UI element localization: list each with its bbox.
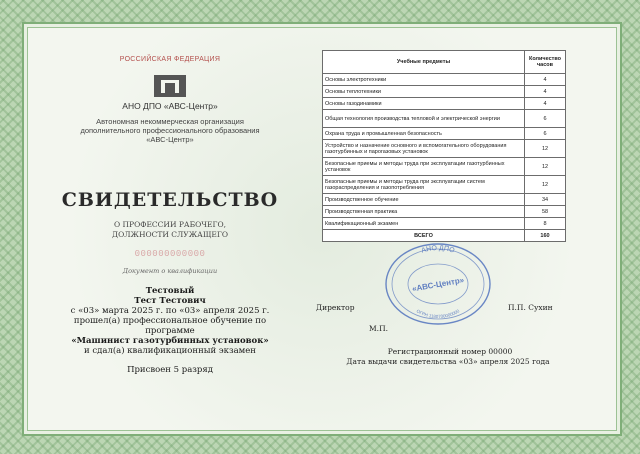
hours-cell: 6	[525, 110, 566, 128]
subject-cell: Безопасные приемы и методы труда при эксплуатации систем газораспределения и газопотребления	[323, 176, 525, 194]
official-stamp	[372, 238, 504, 328]
hours-cell: 4	[525, 98, 566, 110]
table-row	[323, 194, 566, 206]
table-row	[323, 74, 566, 86]
table-row	[323, 158, 566, 176]
hours-cell: 58	[525, 206, 566, 218]
table-row	[323, 206, 566, 218]
hours-cell: 8	[525, 218, 566, 230]
subject-cell: Основы газодинамики	[323, 98, 525, 110]
org-desc-line: «АВС-Центр»	[146, 135, 194, 144]
org-name: АНО ДПО «АВС-Центр»	[122, 101, 218, 111]
serial-number: 000000000000	[134, 249, 206, 259]
table-row	[323, 176, 566, 194]
subject-cell: Безопасные приемы и методы труда при эксплуатации газотурбинных установок	[323, 158, 525, 176]
table-row	[323, 86, 566, 98]
org-desc-line: дополнительного профессионального образования	[80, 126, 260, 135]
col-header-hours: Количество часов	[525, 51, 566, 74]
subject-cell: Квалификационный экзамен	[323, 218, 525, 230]
program-name: «Машинист газотурбинных установок»	[71, 336, 269, 346]
table-row	[323, 110, 566, 128]
table-row	[323, 218, 566, 230]
subject-cell: Общая технология производства тепловой и электрической энергии	[323, 110, 525, 128]
col-header-subjects: Учебные предметы	[323, 51, 525, 74]
total-value: 160	[525, 230, 566, 242]
subject-cell: Производственная практика	[323, 206, 525, 218]
hours-cell: 12	[525, 176, 566, 194]
director-name: П.П. Сухин	[508, 303, 553, 312]
director-label: Директор	[316, 303, 355, 312]
recipient-block	[60, 286, 280, 375]
subject-cell: Основы теплотехники	[323, 86, 525, 98]
exam-statement: и сдал(а) квалификационный экзамен	[84, 346, 256, 356]
subject-cell: Охрана труда и промышленная безопасность	[323, 128, 525, 140]
certificate-title: СВИДЕТЕЛЬСТВО	[61, 189, 279, 211]
subtitle-line: ДОЛЖНОСТИ СЛУЖАЩЕГО	[112, 230, 228, 239]
stamp-bottom-text: ОГРН 1180700000000	[415, 308, 461, 320]
org-desc-line: Автономная некоммерческая организация	[96, 117, 244, 126]
issue-date: Дата выдачи свидетельства «03» апреля 2025 года	[346, 357, 550, 366]
hours-cell: 4	[525, 74, 566, 86]
training-period: с «03» марта 2025 г. по «03» апреля 2025 г.	[70, 306, 270, 316]
hours-cell: 4	[525, 86, 566, 98]
hours-cell: 12	[525, 140, 566, 158]
stamp-top-text: АНО ДПО	[420, 244, 456, 255]
org-logo-icon	[148, 74, 192, 100]
federation-label: РОССИЙСКАЯ ФЕДЕРАЦИЯ	[119, 56, 221, 63]
document-type-label: Документ о квалификации	[122, 267, 218, 275]
certificate-subtitle	[80, 220, 260, 240]
stamp-center-text: «АВС-Центр»	[411, 275, 465, 294]
recipient-name: Тест Тестович	[134, 296, 206, 306]
table-row	[323, 128, 566, 140]
table-row	[323, 140, 566, 158]
subject-cell: Основы электротехники	[323, 74, 525, 86]
table-row	[323, 98, 566, 110]
subject-cell: Производственное обучение	[323, 194, 525, 206]
hours-cell: 34	[525, 194, 566, 206]
total-label: ВСЕГО	[323, 230, 525, 242]
subjects-table-wrap	[322, 50, 566, 257]
seal-place-label: М.П.	[369, 324, 388, 333]
training-statement: прошел(а) профессиональное обучение по программе	[73, 316, 267, 336]
hours-cell: 6	[525, 128, 566, 140]
subject-cell: Устройство и назначение основного и вспомогательного оборудования газотурбинных и парогазовых установок	[323, 140, 525, 158]
rank-assigned: Присвоен 5 разряд	[127, 365, 213, 375]
hours-cell: 12	[525, 158, 566, 176]
subtitle-line: О ПРОФЕССИИ РАБОЧЕГО,	[113, 220, 227, 229]
recipient-surname: Тестовый	[145, 286, 195, 296]
subjects-table	[322, 50, 566, 242]
registration-number: Регистрационный номер 00000	[387, 347, 513, 356]
org-description	[70, 117, 270, 144]
